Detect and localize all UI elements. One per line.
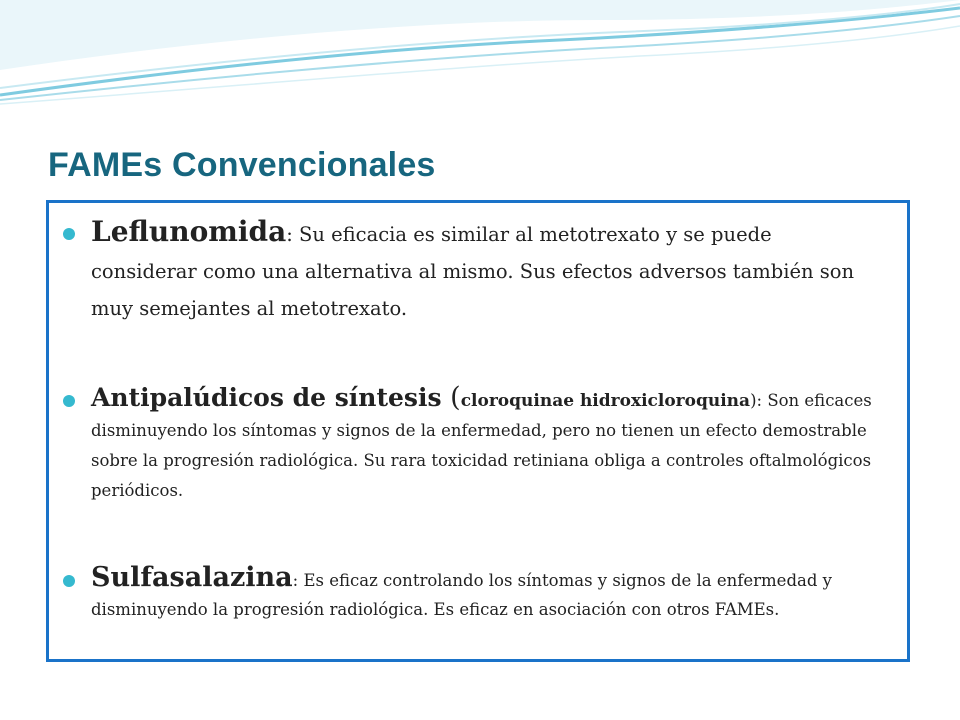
bullet-paren-close: ): — [750, 391, 768, 410]
bullet-dot-icon — [63, 228, 75, 240]
header-wave-decoration — [0, 0, 960, 120]
bullet-term: Leflunomida — [91, 215, 287, 248]
bullet-separator: : — [292, 571, 304, 590]
bullet-term: Antipalúdicos de síntesis — [91, 383, 442, 412]
bullet-antipaludicos — [63, 383, 883, 506]
bullet-term: Sulfasalazina — [91, 562, 293, 593]
bullet-description: Son eficaces disminuyendo los síntomas y signos de la enfermedad, pero no tienen un efecto demostrable sobre la progresión radiológica. Su rara toxicidad retiniana obliga a controles oftalmológicos periódicos. — [91, 391, 872, 500]
bullet-dot-icon — [63, 395, 75, 407]
bullet-paren-open: ( — [441, 382, 461, 413]
bullet-text — [91, 383, 883, 506]
bullet-sulfasalazina — [63, 563, 883, 624]
content-box — [46, 200, 910, 662]
bullet-leflunomida — [63, 213, 883, 327]
bullet-description: Es eficaz controlando los síntomas y signos de la enfermedad y disminuyendo la progresión radiológica. Es eficaz en asociación con otros FAMEs. — [91, 571, 832, 619]
bullet-description: Su eficacia es similar al metotrexato y se puede considerar como una alternativa al mismo. Sus efectos adversos también son muy semejantes al metotrexato. — [91, 223, 855, 320]
bullet-dot-icon — [63, 575, 75, 587]
slide-title: FAMEs Convencionales — [48, 146, 436, 184]
bullet-text — [91, 213, 883, 327]
bullet-drugs: cloroquinae hidroxicloroquina — [460, 391, 751, 411]
bullet-text — [91, 563, 883, 624]
bullet-separator: : — [286, 223, 300, 246]
